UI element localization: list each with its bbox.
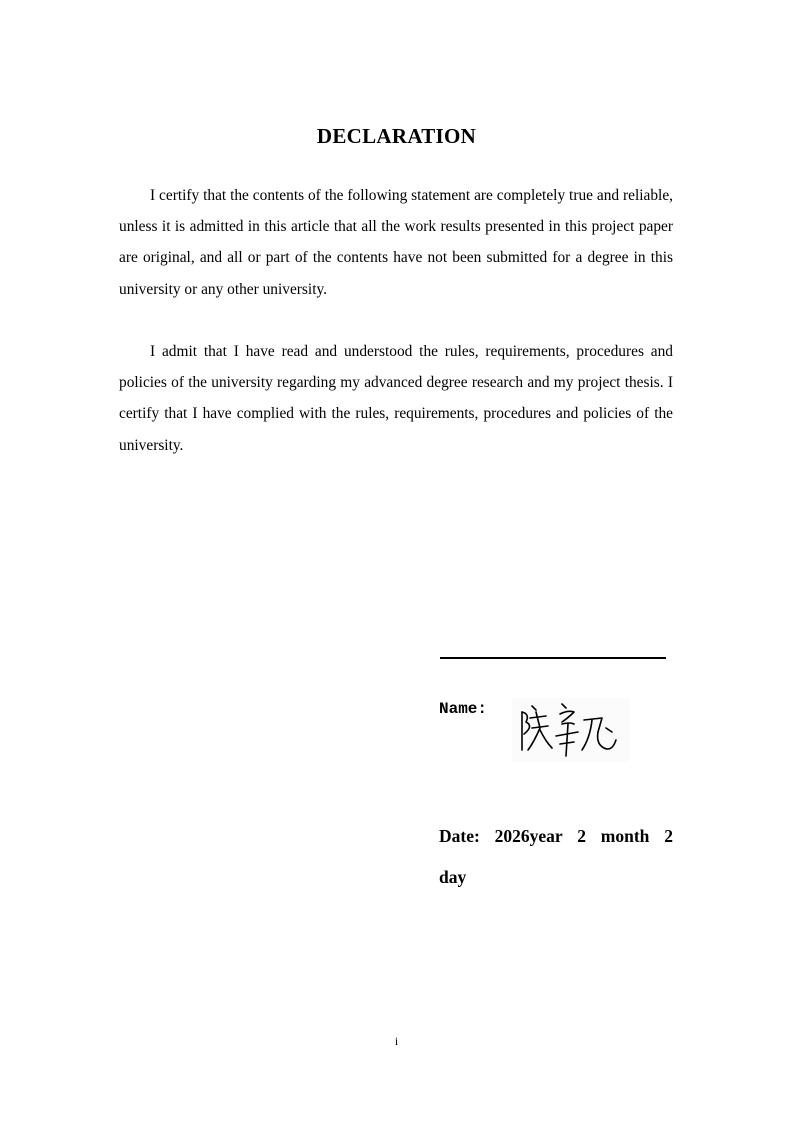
- date-block: [439, 816, 673, 898]
- declaration-paragraph-1: I certify that the contents of the following statement are completely true and reliable, unless it is admitted in this article that all the work results presented in this project paper are original, and all or part of the contents have not been submitted for a degree in this university or any other university.: [119, 187, 673, 298]
- date-line-2: day: [439, 867, 467, 887]
- page-number: i: [394, 1034, 399, 1048]
- name-label: Name:: [439, 700, 488, 718]
- page-title: DECLARATION: [316, 124, 477, 148]
- signature-line: [440, 657, 666, 659]
- declaration-paragraph-2: I admit that I have read and understood the rules, requirements, procedures and policies of the university regarding my advanced degree research and my project thesis. I certify that I have complied with the rules, requirements, procedures and policies of the university.: [119, 343, 673, 454]
- signature-strokes: [512, 698, 630, 762]
- handwritten-signature-image: [512, 698, 630, 762]
- date-line-1: Date: 2026year 2 month 2: [439, 826, 673, 846]
